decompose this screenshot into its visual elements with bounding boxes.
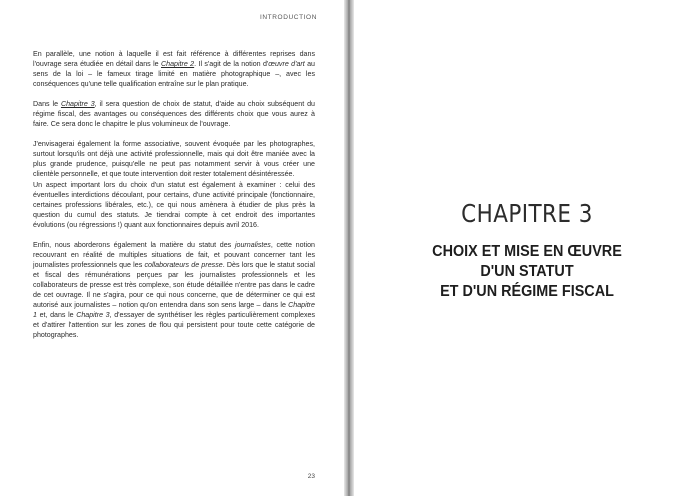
right-page	[354, 0, 700, 496]
chapter-title-line-1: CHOIX ET MISE EN ŒUVRE	[432, 243, 622, 260]
collaborateurs-emphasis: collaborateurs de presse	[144, 260, 223, 269]
paragraph-1-text-c: au sens de la loi – le fameux tirage limité en matière photographique –, avec les conséquences qu'une telle qualification entraîne sur le plan pratique.	[33, 60, 315, 89]
chapter-1-reference: Chapitre 1	[33, 301, 315, 320]
chapter-label: CHAPITRE 3	[461, 199, 593, 228]
oeuvre-art-emphasis: œuvre d'art	[268, 60, 305, 69]
chapter-title	[371, 242, 682, 302]
paragraph-5	[33, 240, 315, 340]
paragraph-5-text-d: et, dans le	[36, 311, 77, 320]
chapter-3-reference: Chapitre 3	[60, 100, 95, 109]
body-text	[33, 49, 315, 350]
paragraph-4: Un aspect important lors du choix d'un statut est également à examiner : celui des éventuelles interdictions découlant, pour certains, d'une activité principale (fonctionnaire, certaines professions libérales, etc.), ce qui nous amènera à étudier de plus près la question du cumul des statuts. Je tiendrai compte à cet endroit des importantes évolutions (ou régressions !) quant aux fonctionnaires depuis avril 2016.	[33, 180, 315, 229]
paragraph-5-text-a: Enfin, nous aborderons également la matière du statut des	[33, 240, 235, 249]
paragraph-3: J'envisagerai également la forme associative, souvent évoquée par les photographes, surtout lorsqu'ils ont déjà une activité professionnelle, mais qui doit être maniée avec la plus grande prudence, puisqu'elle ne peut pas notamment servir à vous créer une clientèle personnelle, et que toute intervention doit rester totalement désintéressée.	[33, 140, 315, 179]
paragraph-5-text-c: . Dès lors que le statut social et fiscal des rémunérations perçues par les journalistes professionnels et les collaborateurs de presse est très complexe, son étude détaillée n'entre pas dans le cadre de cet ouvrage. Il ne s'agira, pour ce qui nous concerne, que de déterminer ce qui est autorisé aux journalistes – notion qu'on entendra dans son sens large – dans le	[33, 260, 315, 310]
page-number: 23	[307, 473, 315, 480]
journalistes-emphasis: journalistes	[234, 240, 271, 249]
paragraph-1	[33, 49, 315, 89]
running-head: INTRODUCTION	[259, 14, 317, 21]
paragraph-2-text-a: Dans le	[33, 100, 61, 109]
chapter-title-line-3: ET D'UN RÉGIME FISCAL	[440, 283, 614, 300]
chapter-title-line-2: D'UN STATUT	[480, 263, 574, 280]
left-page	[0, 0, 344, 496]
chapter-3-reference-2: Chapitre 3	[76, 311, 110, 320]
paragraph-5-text-b: , cette notion recouvrant en réalité de multiples situations de fait, et pouvant concerner tant les journalistes professionnels que les	[33, 240, 315, 269]
paragraph-2	[33, 99, 315, 129]
paragraph-1-text-b: . Il s'agit de la notion d'	[194, 60, 269, 69]
paragraph-2-text-b: , il sera question de choix de statut, d'aide au choix subséquent du régime fiscal, des avantages ou conséquences des différents choix que vous aurez à faire. Ce sera donc le chapitre le plus volumineux de l'ouvrage.	[33, 100, 315, 129]
book-gutter	[344, 0, 354, 496]
paragraph-1-text-a: En parallèle, une notion à laquelle il est fait référence à différentes reprises dans l'ouvrage sera étudiée en détail dans le	[33, 50, 315, 69]
paragraph-5-text-e: , d'essayer de synthétiser les règles particulièrement complexes et d'attirer l'attention sur les zones de flou qui persistent pour toute cette catégorie de photographes.	[33, 311, 315, 340]
chapter-2-reference: Chapitre 2	[161, 60, 195, 69]
